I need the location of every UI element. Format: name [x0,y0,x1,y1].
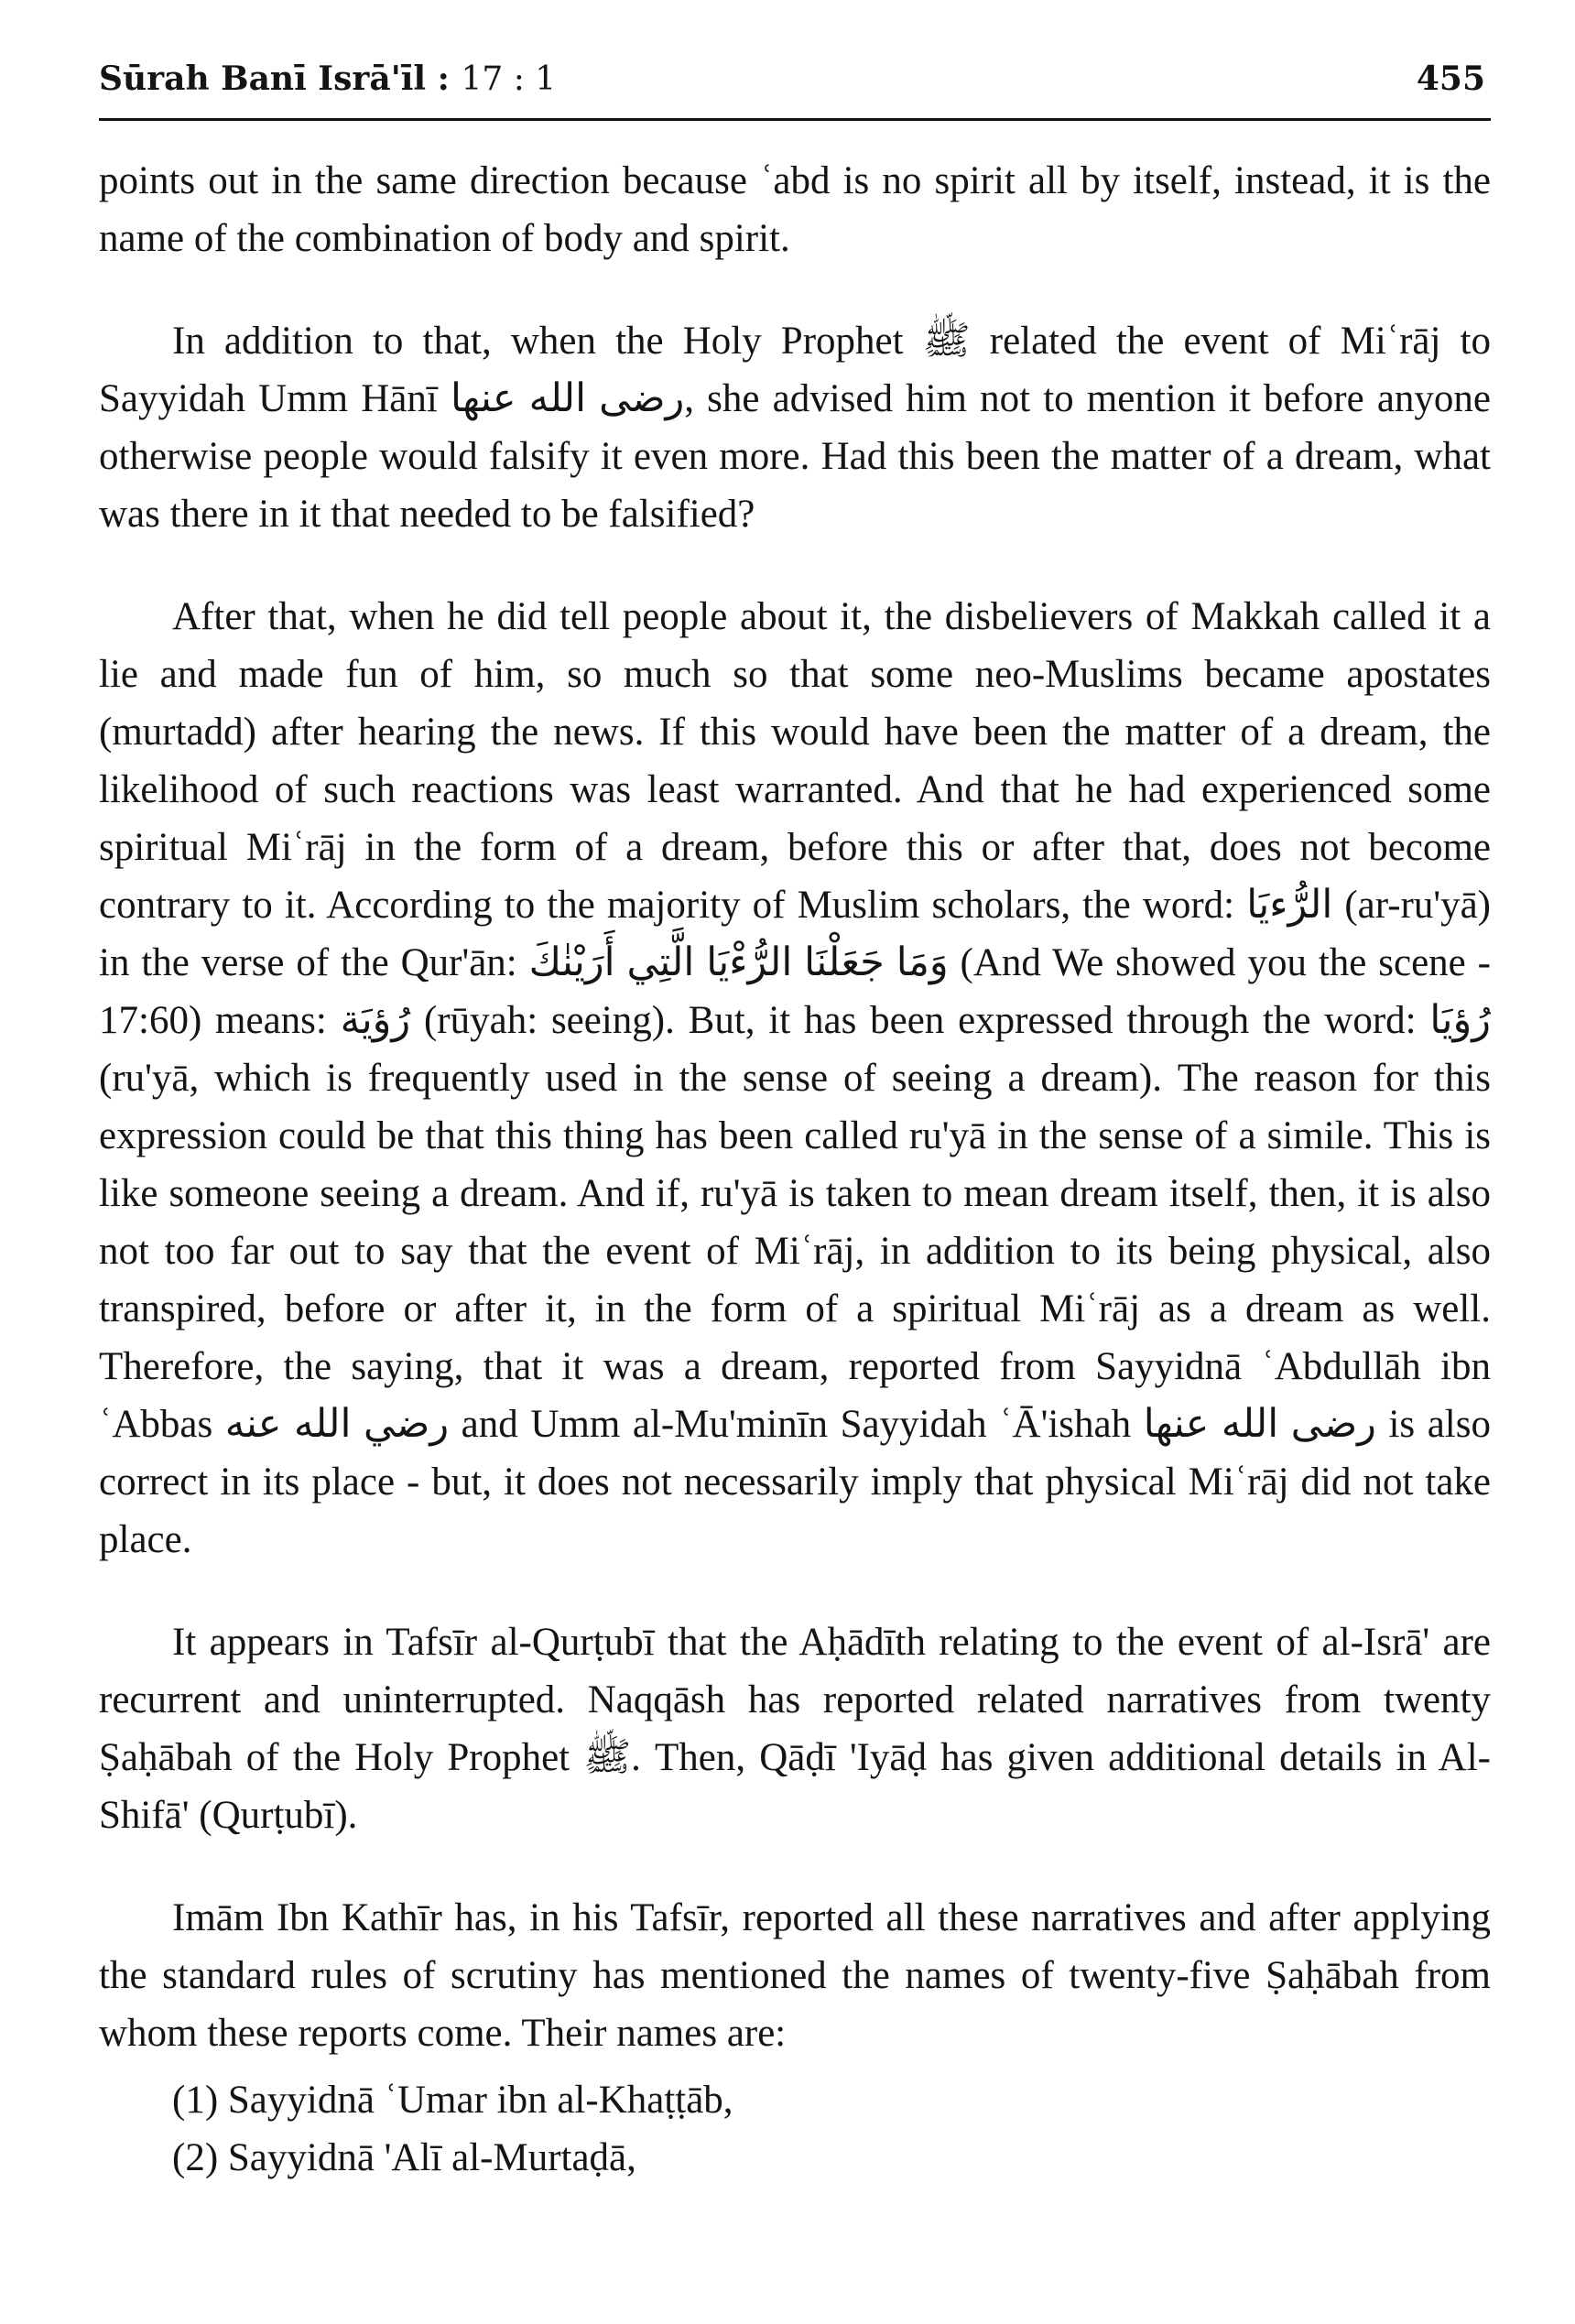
book-page [99,57,1491,2187]
page-number: 455 [1416,60,1485,98]
paragraph-5: Imām Ibn Kathīr has, in his Tafsīr, reported all these narratives and after applying the standard rules of scrutiny has mentioned the names of twenty-five Ṣaḥābah from whom these reports come. Their names are: [99,1896,1491,2055]
paragraph-3: After that, when he did tell people about it, the disbelievers of Makkah called it a lie and made fun of him, so much so that some neo-Muslims became apostates (murtadd) after hearing the news. If this would have been the matter of a dream, the likelihood of such reactions was least warranted. And that he had experienced some spiritual Miʿrāj in the form of a dream, before this or after that, does not become contrary to it. According to the majority of Muslim scholars, the word: الرُّءيَا (ar-ru'yā) in the verse of the Qur'ān: وَمَا جَعَلْنَا الرُّءْيَا الَّتِي أَرَيْنٰكَ (And We showed you the scene - 17:60) means: رُؤيَة (rūyah: seeing). But, it has been expressed through the word: رُؤيَا (ru'yā, which is frequently used in the sense of seeing a dream). The reason for this expression could be that this thing has been called ru'yā in the sense of a simile. This is like someone seeing a dream. And if, ru'yā is taken to mean dream itself, then, it is also not too far out to say that the event of Miʿrāj, in addition to its being physical, also transpired, before or after it, in the form of a spiritual Miʿrāj as a dream as well. Therefore, the saying, that it was a dream, reported from Sayyidnā ʿAbdullāh ibn ʿAbbas رضي الله عنه and Umm al-Mu'minīn Sayyidah ʿĀ'ishah رضى الله عنها is also correct in its place - but, it does not necessarily imply that physical Miʿrāj did not take place. [99,595,1491,1561]
paragraph-4: It appears in Tafsīr al-Qurṭubī that the Aḥādīth relating to the event of al-Isrā' are recurrent and uninterrupted. Naqqāsh has reported related narratives from twenty Ṣaḥābah of the Holy Prophet ﷺ. Then, Qāḍī 'Iyāḍ has given additional details in Al-Shifā' (Qurṭubī). [99,1621,1491,1837]
paragraph-2: In addition to that, when the Holy Prophet ﷺ related the event of Miʿrāj to Sayyidah Umm Hānī رضى الله عنها, she advised him not to mention it before anyone otherwise people would falsify it even more. Had this been the matter of a dream, what was there in it that needed to be falsified? [99,320,1491,536]
surah-title: Sūrah Banī Isrā'īl : [99,60,450,98]
list-item: (2) Sayyidnā 'Alī al-Murtaḍā, [172,2136,636,2179]
verse-reference: 17 : 1 [461,60,557,98]
running-header [99,57,1491,102]
header-rule [99,118,1491,121]
header-left [99,57,556,102]
list-item: (1) Sayyidnā ʿUmar ibn al-Khaṭṭāb, [172,2079,733,2122]
paragraph-1: points out in the same direction because ʿabd is no spirit all by itself, instead, it is the name of the combination of body and spirit. [99,159,1491,260]
